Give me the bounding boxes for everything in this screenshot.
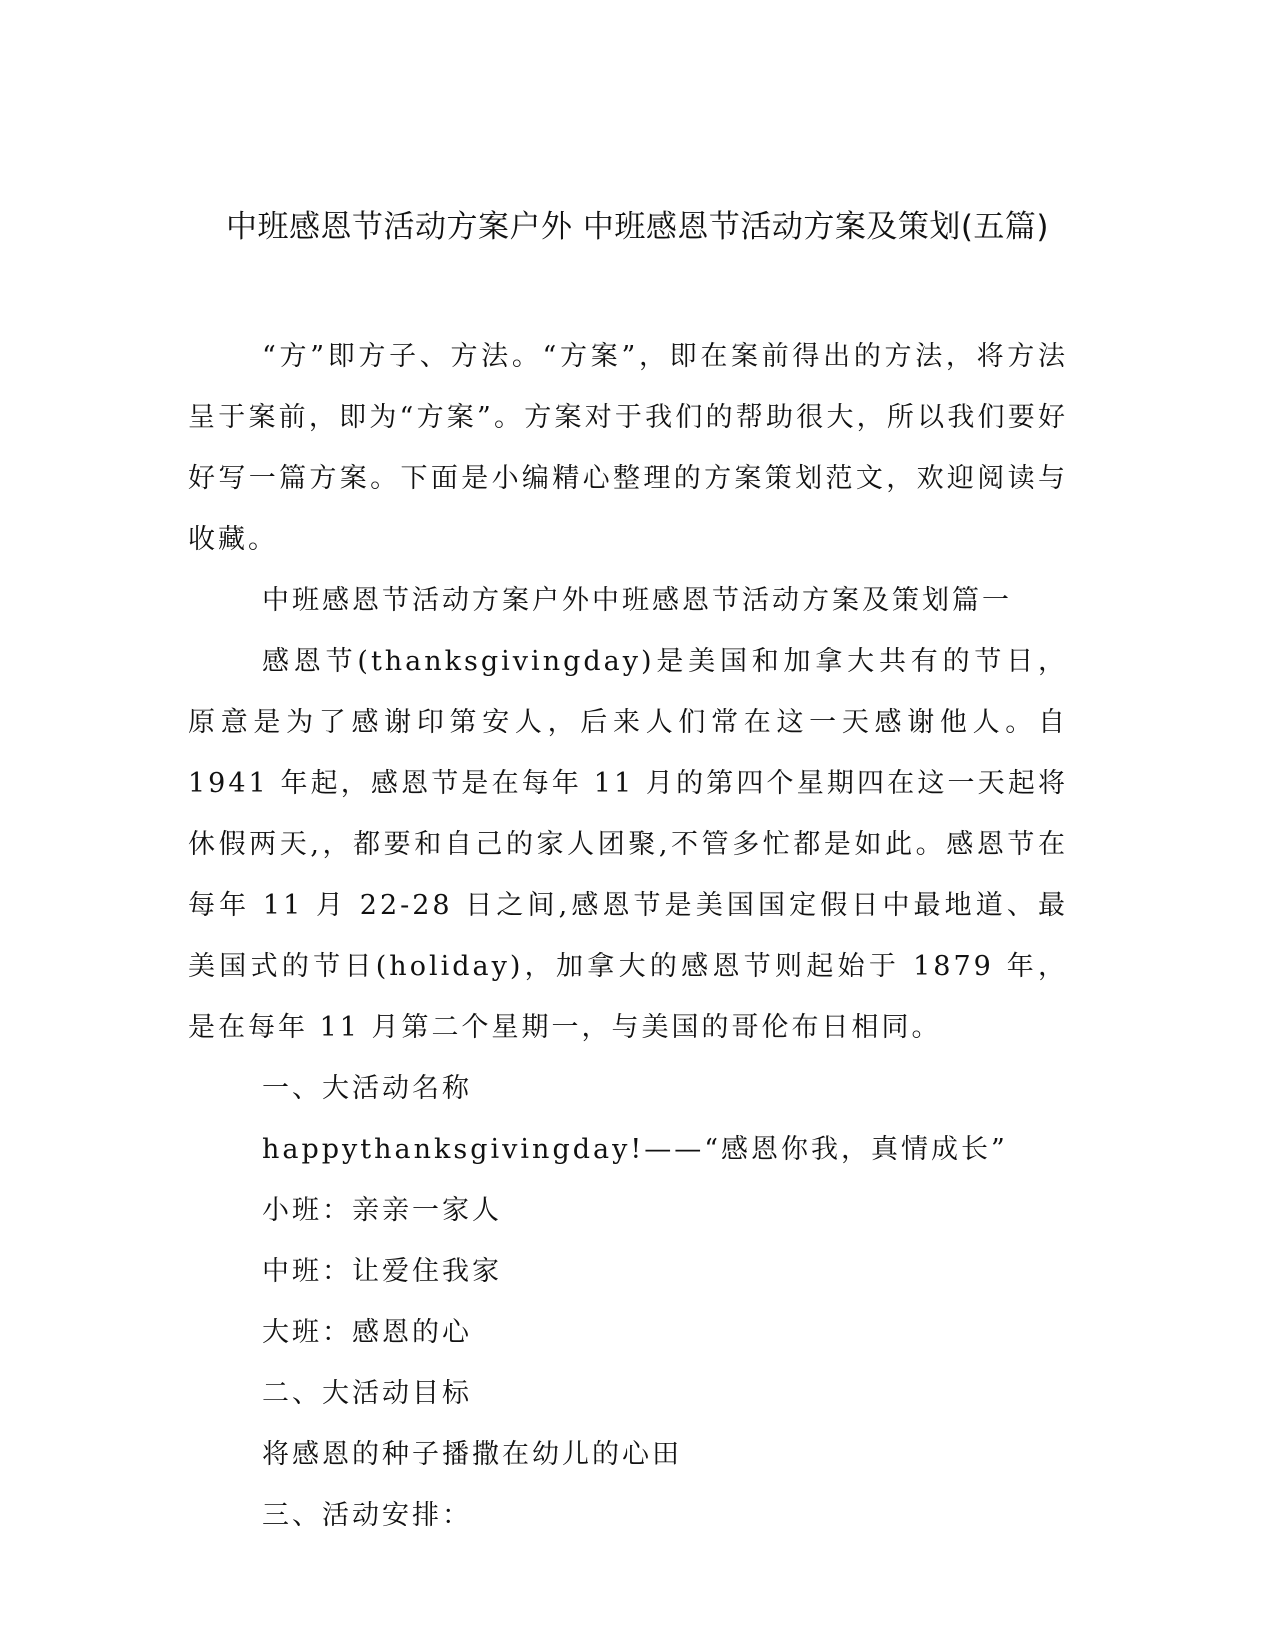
heading-activity-goal: 二、大活动目标 [262,1378,472,1409]
document-body [188,326,1068,1546]
large-class-theme: 大班：感恩的心 [262,1317,472,1348]
document-title: 中班感恩节活动方案户外 中班感恩节活动方案及策划(五篇) [225,209,1050,245]
middle-class-theme: 中班：让爱住我家 [262,1256,502,1287]
activity-goal-text: 将感恩的种子播撒在幼儿的心田 [262,1439,682,1470]
thanksgiving-description-paragraph: 感恩节(thanksgivingday)是美国和加拿大共有的节日，原意是为了感谢印第安人，后来人们常在这一天感谢他人。自 1941 年起，感恩节是在每年 11 月的第四个星期四在这一天起将休假两天,，都要和自己的家人团聚,不管多忙都是如此。感恩节在每年 11 月 22-28 日之间,感恩节是美国国定假日中最地道、最美国式的节日(holiday)，加拿大的感恩节则起始于 1879 年，是在每年 11 月第二个星期一，与美国的哥伦布日相同。 [188,646,1068,1043]
intro-paragraph: “方”即方子、方法。“方案”，即在案前得出的方法，将方法呈于案前，即为“方案”。方案对于我们的帮助很大，所以我们要好好写一篇方案。下面是小编精心整理的方案策划范文，欢迎阅读与收藏。 [188,341,1068,555]
activity-slogan: happythanksgivingday!——“感恩你我，真情成长” [262,1134,1008,1165]
small-class-theme: 小班：亲亲一家人 [262,1195,502,1226]
heading-activity-name: 一、大活动名称 [262,1073,472,1104]
section-heading-part-one: 中班感恩节活动方案户外中班感恩节活动方案及策划篇一 [262,585,1012,616]
heading-activity-arrangement: 三、活动安排： [262,1500,472,1531]
